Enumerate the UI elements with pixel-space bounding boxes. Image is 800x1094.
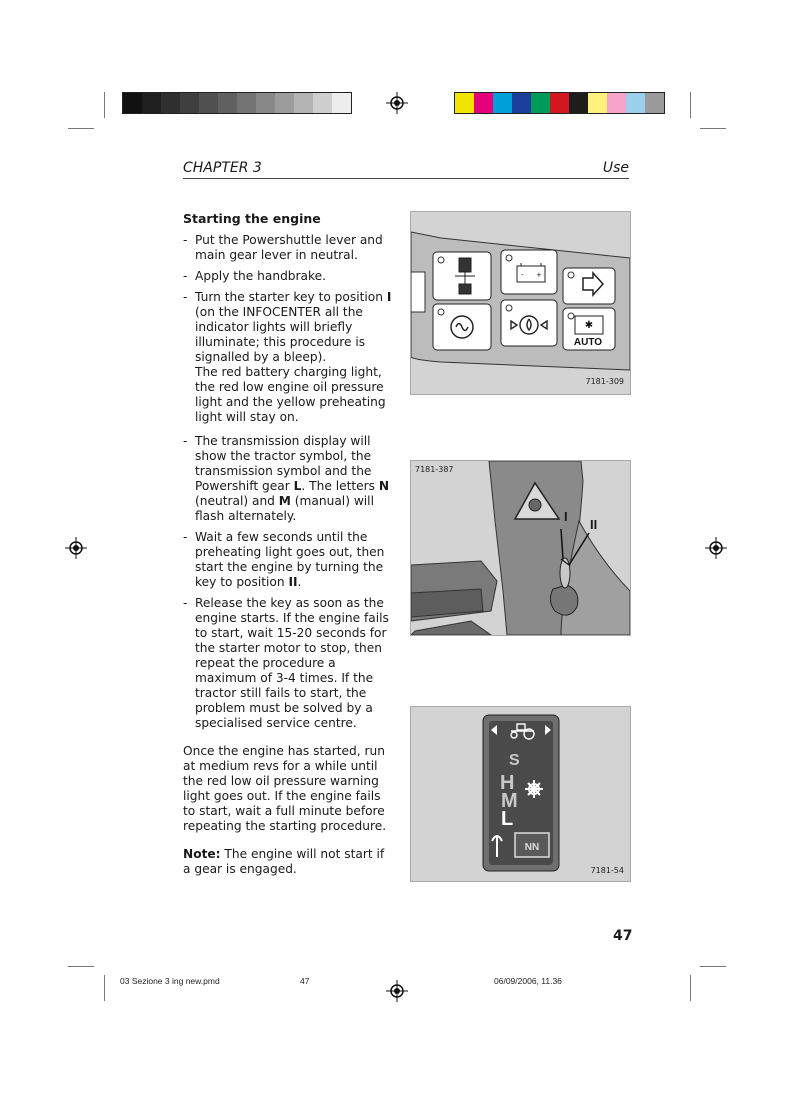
gear-letter-m: M xyxy=(501,790,518,812)
list-item: - Turn the starter key to position I (on the INFOCENTER all the indicator lights will briefly illuminate; this procedure is signalled by a bleep). The red battery charging light, the red low engine oil pressure light and the yellow preheating light will stay on. xyxy=(183,290,393,425)
gray-swatch xyxy=(161,93,180,113)
figure-warning-lights xyxy=(410,211,631,395)
list-item: - The transmission display will show the tractor symbol, the transmission symbol and the Powershift gear L. The letters N (neutral) and M (manual) will flash alternately. xyxy=(183,434,393,524)
list-item: - Release the key as soon as the engine starts. If the engine fails to start, wait 15-20 seconds for the starter motor to stop, then repeat the procedure a maximum of 3-4 times. If the tractor still fails to start, the problem must be solved by a specialised service centre. xyxy=(183,596,393,731)
ignition-switch-icon xyxy=(550,585,577,615)
list-item: - Wait a few seconds until the preheating light goes out, then start the engine by turning the key to position II. xyxy=(183,530,393,590)
crop-mark xyxy=(700,128,726,129)
gray-swatch xyxy=(237,93,256,113)
figure-starter-key xyxy=(410,460,631,636)
registration-mark-icon xyxy=(386,92,408,114)
transmission-display-illustration xyxy=(411,707,630,881)
gray-swatch xyxy=(123,93,142,113)
footer-page: 47 xyxy=(300,976,310,986)
color-swatch xyxy=(645,93,664,113)
process-color-bar xyxy=(454,92,665,114)
color-swatch xyxy=(569,93,588,113)
section-title: Use xyxy=(602,160,629,176)
gear-letter-s: S xyxy=(509,752,520,769)
svg-text:+: + xyxy=(536,271,542,279)
figure-code: 7181-387 xyxy=(415,465,454,474)
color-swatch xyxy=(474,93,493,113)
crop-mark xyxy=(690,92,691,118)
gray-swatch xyxy=(180,93,199,113)
crop-mark xyxy=(104,92,105,118)
gray-swatch xyxy=(294,93,313,113)
starter-key-illustration xyxy=(411,461,630,635)
color-swatch xyxy=(626,93,645,113)
footer-filename: 03 Sezione 3 ing new.pmd xyxy=(120,976,220,986)
gray-swatch xyxy=(332,93,351,113)
footer-date: 06/09/2006, 11.36 xyxy=(494,976,562,986)
auto-label: AUTO xyxy=(573,337,603,348)
color-swatch xyxy=(531,93,550,113)
color-swatch xyxy=(550,93,569,113)
list-item: - Apply the handbrake. xyxy=(183,269,393,284)
crop-mark xyxy=(104,975,105,1001)
gray-swatch xyxy=(313,93,332,113)
warning-lights-illustration xyxy=(411,212,630,394)
key-position-i-label: I xyxy=(564,509,568,524)
color-swatch xyxy=(607,93,626,113)
figure-code: 7181-309 xyxy=(585,377,624,386)
color-swatch xyxy=(588,93,607,113)
section-heading: Starting the engine xyxy=(183,211,321,226)
svg-text:-: - xyxy=(521,271,524,279)
page-number: 47 xyxy=(613,928,633,944)
crop-mark xyxy=(700,966,726,967)
crop-mark xyxy=(68,966,94,967)
registration-mark-icon xyxy=(65,537,87,559)
color-swatch xyxy=(512,93,531,113)
figure-transmission-display xyxy=(410,706,631,882)
gear-letter-l: L xyxy=(501,808,514,830)
figure-code: 7181-54 xyxy=(590,866,624,875)
chapter-title: CHAPTER 3 xyxy=(183,160,262,176)
grayscale-color-bar xyxy=(122,92,352,114)
gray-swatch xyxy=(218,93,237,113)
list-item: - Put the Powershuttle lever and main gear lever in neutral. xyxy=(183,233,393,263)
page-header xyxy=(183,158,629,179)
crop-mark xyxy=(690,975,691,1001)
gray-swatch xyxy=(142,93,161,113)
svg-text:NN: NN xyxy=(524,842,540,853)
gear-letter-h: H xyxy=(500,772,515,794)
paragraph: Once the engine has started, run at medium revs for a while until the red low oil pressure warning light goes out. If the engine fails to start, wait a full minute before repeating the starting procedure. xyxy=(183,744,387,833)
gray-swatch xyxy=(199,93,218,113)
gray-swatch xyxy=(256,93,275,113)
color-swatch xyxy=(455,93,474,113)
color-swatch xyxy=(493,93,512,113)
registration-mark-icon xyxy=(705,537,727,559)
crop-mark xyxy=(68,128,94,129)
snow-icon: ✱ xyxy=(584,320,594,331)
steps-list xyxy=(183,233,393,731)
instructions-column xyxy=(183,211,393,877)
gray-swatch xyxy=(275,93,294,113)
key-position-ii-label: II xyxy=(590,517,598,532)
registration-mark-icon xyxy=(386,980,408,1002)
note: Note: The engine will not start if a gear is engaged. xyxy=(183,847,385,876)
